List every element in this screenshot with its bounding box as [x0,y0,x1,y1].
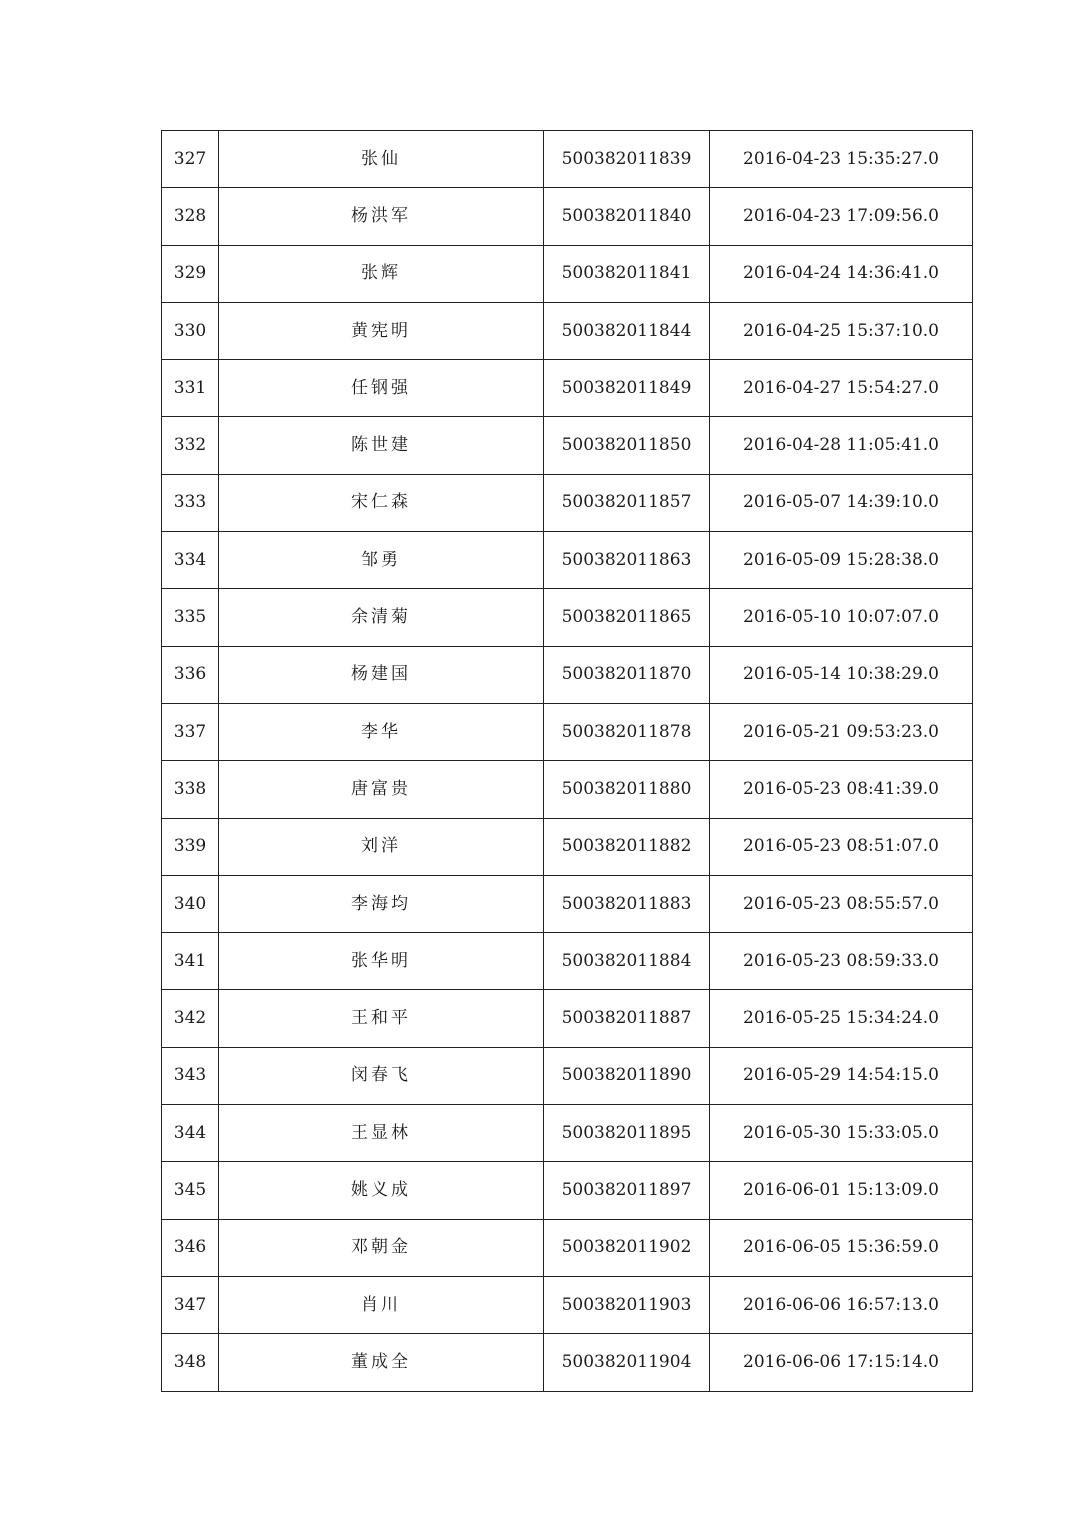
row-index-cell: 331 [162,360,219,417]
name-cell: 陈世建 [219,417,544,474]
row-index-cell: 327 [162,131,219,188]
records-table-body [162,131,973,1392]
timestamp-cell: 2016-04-28 11:05:41.0 [710,417,973,474]
table-row [162,818,973,875]
id-number-cell: 500382011904 [544,1334,710,1391]
row-index-cell: 344 [162,1105,219,1162]
table-row [162,360,973,417]
row-index-cell: 328 [162,188,219,245]
table-row [162,703,973,760]
records-table [161,130,973,1392]
name-cell: 刘洋 [219,818,544,875]
table-row [162,1047,973,1104]
table-row [162,1105,973,1162]
id-number-cell: 500382011882 [544,818,710,875]
table-row [162,1276,973,1333]
id-number-cell: 500382011897 [544,1162,710,1219]
timestamp-cell: 2016-05-10 10:07:07.0 [710,589,973,646]
name-cell: 杨建国 [219,646,544,703]
row-index-cell: 339 [162,818,219,875]
row-index-cell: 336 [162,646,219,703]
table-row [162,532,973,589]
name-cell: 宋仁森 [219,474,544,531]
name-cell: 王显林 [219,1105,544,1162]
timestamp-cell: 2016-04-23 17:09:56.0 [710,188,973,245]
id-number-cell: 500382011865 [544,589,710,646]
id-number-cell: 500382011857 [544,474,710,531]
row-index-cell: 338 [162,761,219,818]
name-cell: 李海均 [219,875,544,932]
name-cell: 邹勇 [219,532,544,589]
name-cell: 黄宪明 [219,302,544,359]
row-index-cell: 340 [162,875,219,932]
id-number-cell: 500382011850 [544,417,710,474]
table-row [162,990,973,1047]
timestamp-cell: 2016-06-05 15:36:59.0 [710,1219,973,1276]
id-number-cell: 500382011863 [544,532,710,589]
timestamp-cell: 2016-05-23 08:51:07.0 [710,818,973,875]
name-cell: 李华 [219,703,544,760]
table-row [162,131,973,188]
id-number-cell: 500382011878 [544,703,710,760]
table-row [162,875,973,932]
row-index-cell: 330 [162,302,219,359]
table-row [162,1219,973,1276]
name-cell: 张辉 [219,245,544,302]
name-cell: 邓朝金 [219,1219,544,1276]
timestamp-cell: 2016-05-23 08:41:39.0 [710,761,973,818]
name-cell: 张仙 [219,131,544,188]
row-index-cell: 332 [162,417,219,474]
timestamp-cell: 2016-06-06 16:57:13.0 [710,1276,973,1333]
id-number-cell: 500382011895 [544,1105,710,1162]
row-index-cell: 337 [162,703,219,760]
table-row [162,933,973,990]
id-number-cell: 500382011841 [544,245,710,302]
row-index-cell: 347 [162,1276,219,1333]
table-row [162,589,973,646]
name-cell: 张华明 [219,933,544,990]
row-index-cell: 329 [162,245,219,302]
id-number-cell: 500382011839 [544,131,710,188]
timestamp-cell: 2016-05-09 15:28:38.0 [710,532,973,589]
id-number-cell: 500382011880 [544,761,710,818]
name-cell: 王和平 [219,990,544,1047]
name-cell: 杨洪军 [219,188,544,245]
row-index-cell: 342 [162,990,219,1047]
name-cell: 闵春飞 [219,1047,544,1104]
table-row [162,188,973,245]
id-number-cell: 500382011849 [544,360,710,417]
table-row [162,1162,973,1219]
id-number-cell: 500382011883 [544,875,710,932]
timestamp-cell: 2016-05-25 15:34:24.0 [710,990,973,1047]
row-index-cell: 348 [162,1334,219,1391]
row-index-cell: 343 [162,1047,219,1104]
timestamp-cell: 2016-05-07 14:39:10.0 [710,474,973,531]
timestamp-cell: 2016-04-25 15:37:10.0 [710,302,973,359]
id-number-cell: 500382011902 [544,1219,710,1276]
table-row [162,245,973,302]
id-number-cell: 500382011870 [544,646,710,703]
name-cell: 肖川 [219,1276,544,1333]
timestamp-cell: 2016-05-29 14:54:15.0 [710,1047,973,1104]
name-cell: 余清菊 [219,589,544,646]
table-row [162,761,973,818]
id-number-cell: 500382011903 [544,1276,710,1333]
id-number-cell: 500382011884 [544,933,710,990]
name-cell: 董成全 [219,1334,544,1391]
name-cell: 姚义成 [219,1162,544,1219]
table-row [162,302,973,359]
row-index-cell: 334 [162,532,219,589]
timestamp-cell: 2016-05-23 08:59:33.0 [710,933,973,990]
timestamp-cell: 2016-06-01 15:13:09.0 [710,1162,973,1219]
row-index-cell: 345 [162,1162,219,1219]
table-row [162,417,973,474]
table-row [162,646,973,703]
timestamp-cell: 2016-04-27 15:54:27.0 [710,360,973,417]
name-cell: 任钢强 [219,360,544,417]
id-number-cell: 500382011890 [544,1047,710,1104]
id-number-cell: 500382011887 [544,990,710,1047]
name-cell: 唐富贵 [219,761,544,818]
timestamp-cell: 2016-06-06 17:15:14.0 [710,1334,973,1391]
id-number-cell: 500382011840 [544,188,710,245]
timestamp-cell: 2016-04-24 14:36:41.0 [710,245,973,302]
row-index-cell: 333 [162,474,219,531]
row-index-cell: 335 [162,589,219,646]
timestamp-cell: 2016-05-21 09:53:23.0 [710,703,973,760]
row-index-cell: 341 [162,933,219,990]
table-row [162,474,973,531]
timestamp-cell: 2016-05-14 10:38:29.0 [710,646,973,703]
id-number-cell: 500382011844 [544,302,710,359]
table-row [162,1334,973,1391]
timestamp-cell: 2016-05-23 08:55:57.0 [710,875,973,932]
timestamp-cell: 2016-05-30 15:33:05.0 [710,1105,973,1162]
timestamp-cell: 2016-04-23 15:35:27.0 [710,131,973,188]
row-index-cell: 346 [162,1219,219,1276]
